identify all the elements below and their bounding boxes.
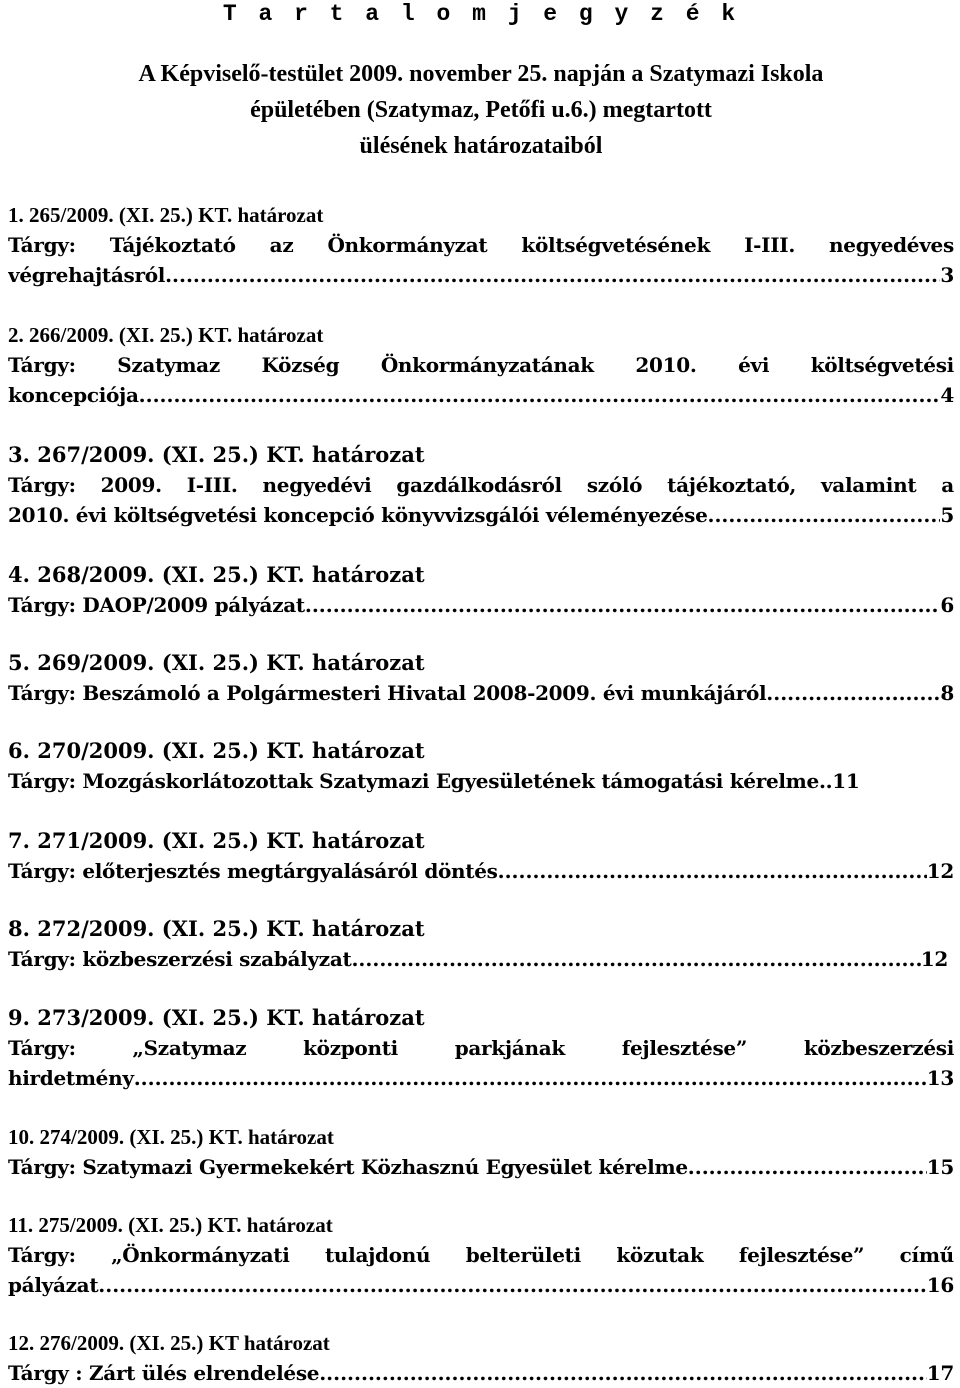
word: „Szatymaz xyxy=(132,1036,247,1060)
entry-subject-text: hirdetmény xyxy=(8,1066,134,1090)
entry-subject-leader xyxy=(8,590,954,620)
entry-subject-text: Tárgy: Beszámoló a Polgármesteri Hivatal 2008-2009. évi munkájáról xyxy=(8,681,767,705)
entry-heading: 2. 266/2009. (XI. 25.) KT. határozat xyxy=(8,323,324,347)
toc-entry xyxy=(8,1328,954,1388)
entry-subject-line xyxy=(8,350,954,380)
toc-entry xyxy=(8,320,954,410)
entry-subject-leader xyxy=(8,1152,954,1182)
entry-subject-text: 2010. évi költségvetési koncepció könyvvizsgálói véleményezése xyxy=(8,503,708,527)
entry-subject-text: Tárgy: közbeszerzési szabályzat xyxy=(8,947,352,971)
entry-heading: 1. 265/2009. (XI. 25.) KT. határozat xyxy=(8,203,324,227)
word: közutak xyxy=(616,1243,704,1267)
leader-dots xyxy=(498,856,927,886)
toc-entry xyxy=(8,440,954,530)
toc-entry xyxy=(8,826,954,886)
leader-dots xyxy=(319,1358,927,1388)
entry-subject-leader xyxy=(8,380,954,410)
document-subtitle xyxy=(8,56,954,164)
entry-subject-leader xyxy=(8,944,948,974)
toc-entry xyxy=(8,1122,954,1182)
word: belterületi xyxy=(465,1243,581,1267)
page-number: 12 xyxy=(920,947,948,971)
page-number: 11 xyxy=(832,769,860,793)
entry-heading: 12. 276/2009. (XI. 25.) KT határozat xyxy=(8,1331,330,1355)
word: 2009. xyxy=(100,473,162,497)
entry-subject-leader xyxy=(8,678,954,708)
word: gazdálkodásról xyxy=(396,473,562,497)
word: fejlesztése” xyxy=(621,1036,748,1060)
leader-dots xyxy=(766,678,940,708)
entry-heading: 3. 267/2009. (XI. 25.) KT. határozat xyxy=(8,442,425,467)
entry-subject-text: Tárgy: Mozgáskorlátozottak Szatymazi Egyesületének támogatási kérelme.. xyxy=(8,769,833,793)
entry-subject-leader xyxy=(8,500,954,530)
word: című xyxy=(899,1243,954,1267)
word: a xyxy=(941,473,954,497)
entry-heading: 8. 272/2009. (XI. 25.) KT. határozat xyxy=(8,916,425,941)
entry-heading: 4. 268/2009. (XI. 25.) KT. határozat xyxy=(8,562,425,587)
word: Tájékoztató xyxy=(109,233,236,257)
word: Tárgy: xyxy=(8,1036,76,1060)
page-number: 5 xyxy=(940,503,954,527)
toc-entry xyxy=(8,560,954,620)
leader-dots xyxy=(305,590,941,620)
entry-subject-line xyxy=(8,1240,954,1270)
word: Tárgy: xyxy=(8,1243,76,1267)
leader-dots xyxy=(351,944,920,974)
word: Önkormányzat xyxy=(327,233,488,257)
leader-dots xyxy=(688,1152,927,1182)
entry-subject-line xyxy=(8,470,954,500)
entry-heading: 7. 271/2009. (XI. 25.) KT. határozat xyxy=(8,828,425,853)
entry-subject-text: Tárgy: előterjesztés megtárgyalásáról döntés xyxy=(8,859,498,883)
word: fejlesztése” xyxy=(738,1243,865,1267)
page-number: 16 xyxy=(926,1273,954,1297)
entry-heading: 6. 270/2009. (XI. 25.) KT. határozat xyxy=(8,738,425,763)
entry-heading: 5. 269/2009. (XI. 25.) KT. határozat xyxy=(8,650,425,675)
word: Tárgy: xyxy=(8,233,76,257)
entry-subject-text: végrehajtásról xyxy=(8,263,166,287)
page-number: 13 xyxy=(926,1066,954,1090)
word: az xyxy=(269,233,294,257)
entry-heading: 10. 274/2009. (XI. 25.) KT. határozat xyxy=(8,1125,334,1149)
word: Tárgy: xyxy=(8,353,76,377)
toc-entry xyxy=(8,648,954,708)
toc-entry xyxy=(8,914,954,974)
entry-subject-line xyxy=(8,1033,954,1063)
entry-subject-text: Tárgy : Zárt ülés elrendelése xyxy=(8,1361,320,1385)
word: valamint xyxy=(820,473,917,497)
word: parkjának xyxy=(454,1036,565,1060)
entry-subject-leader xyxy=(8,1358,954,1388)
entry-subject-leader xyxy=(8,260,954,290)
word: Önkormányzatának xyxy=(380,353,594,377)
leader-dots xyxy=(98,1270,926,1300)
word: tulajdonú xyxy=(324,1243,431,1267)
page-number: 3 xyxy=(940,263,954,287)
word: közbeszerzési xyxy=(803,1036,954,1060)
entry-subject-leader xyxy=(8,856,954,886)
entry-subject-text: Tárgy: DAOP/2009 pályázat xyxy=(8,593,305,617)
toc-entry xyxy=(8,200,954,290)
entry-heading: 11. 275/2009. (XI. 25.) KT. határozat xyxy=(8,1213,333,1237)
subtitle-line-3: ülésének határozataiból xyxy=(359,133,603,159)
toc-entry xyxy=(8,1210,954,1300)
page-number: 15 xyxy=(926,1155,954,1179)
word: „Önkormányzati xyxy=(111,1243,290,1267)
word: I-III. xyxy=(186,473,238,497)
subtitle-line-1: A Képviselő-testület 2009. november 25. napján a Szatymazi Iskola xyxy=(138,61,824,87)
page-number: 17 xyxy=(926,1361,954,1385)
entry-subject-text: Tárgy: Szatymazi Gyermekekért Közhasznú Egyesület kérelme xyxy=(8,1155,688,1179)
page-title: T a r t a l o m j e g y z é k xyxy=(222,1,740,27)
toc-entry xyxy=(8,1003,954,1093)
entry-subject-text: koncepciója xyxy=(8,383,139,407)
subtitle-line-2: épületében (Szatymaz, Petőfi u.6.) megtartott xyxy=(250,97,712,123)
page-number: 8 xyxy=(940,681,954,705)
entry-heading: 9. 273/2009. (XI. 25.) KT. határozat xyxy=(8,1005,425,1030)
entry-subject-leader xyxy=(8,766,954,796)
page-number: 12 xyxy=(926,859,954,883)
toc-entry xyxy=(8,736,954,796)
entry-subject-text: pályázat xyxy=(8,1273,99,1297)
leader-dots xyxy=(165,260,940,290)
word: központi xyxy=(303,1036,398,1060)
leader-dots xyxy=(139,380,941,410)
leader-dots xyxy=(708,500,941,530)
page-number: 6 xyxy=(940,593,954,617)
word: tájékoztató, xyxy=(667,473,797,497)
word: Község xyxy=(261,353,340,377)
word: Tárgy: xyxy=(8,473,76,497)
word: 2010. xyxy=(635,353,697,377)
word: költségvetésének xyxy=(521,233,711,257)
leader-dots xyxy=(134,1063,927,1093)
word: szóló xyxy=(586,473,643,497)
word: negyedéves xyxy=(829,233,954,257)
word: Szatymaz xyxy=(117,353,220,377)
word: évi xyxy=(738,353,770,377)
entry-subject-leader xyxy=(8,1270,954,1300)
entry-subject-leader xyxy=(8,1063,954,1093)
entry-subject-line xyxy=(8,230,954,260)
word: költségvetési xyxy=(810,353,954,377)
word: negyedévi xyxy=(262,473,372,497)
page-number: 4 xyxy=(940,383,954,407)
word: I-III. xyxy=(744,233,795,257)
